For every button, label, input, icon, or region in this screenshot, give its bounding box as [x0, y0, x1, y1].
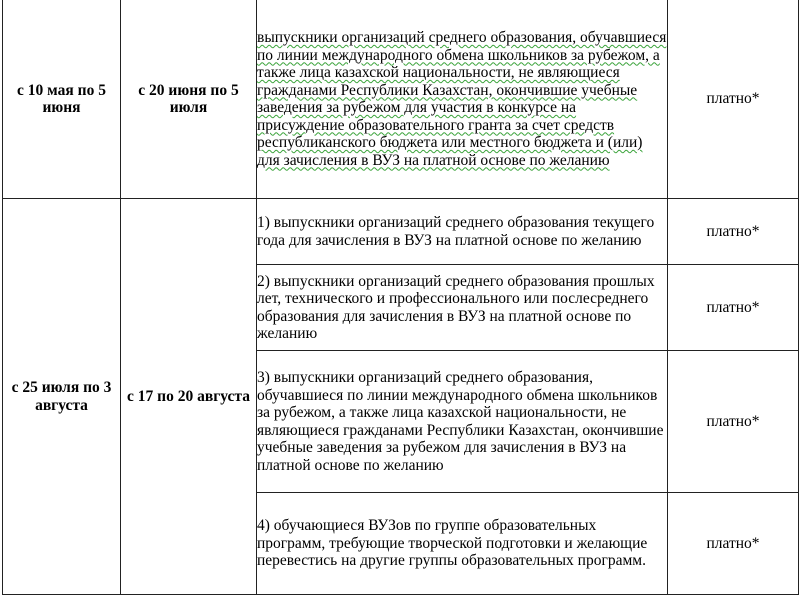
admission-schedule-table: [2, 0, 799, 595]
fee-cell: платно*: [668, 265, 799, 351]
table-row: [3, 199, 799, 265]
exam-period-cell: с 17 по 20 августа: [121, 199, 257, 595]
fee-cell: платно*: [668, 0, 799, 199]
category-description-cell: 4) обучающиеся ВУЗов по группе образовательных программ, требующие творческой подготовки и желающие перевестись на другие группы образовательных программ.: [257, 493, 668, 595]
category-description-cell: [257, 0, 668, 199]
fee-cell: платно*: [668, 351, 799, 493]
category-description-cell: 3) выпускники организаций среднего образования, обучавшиеся по линии международного обмена школьников за рубежом, а также лица казахской национальности, не являющиеся гражданами Республики Казахстан, окончившие учебные заведения за рубежом для зачисления в ВУЗ на платной основе по желанию: [257, 351, 668, 493]
category-description-cell: 2) выпускники организаций среднего образования прошлых лет, технического и профессионального или послесреднего образования для зачисления в ВУЗ на платной основе по желанию: [257, 265, 668, 351]
fee-cell: платно*: [668, 199, 799, 265]
category-description-cell: 1) выпускники организаций среднего образования текущего года для зачисления в ВУЗ на платной основе по желанию: [257, 199, 668, 265]
fee-cell: платно*: [668, 493, 799, 595]
application-period-cell: с 10 мая по 5 июня: [3, 0, 121, 199]
exam-period-cell: с 20 июня по 5 июля: [121, 0, 257, 199]
category-description-text: выпускники организаций среднего образования, обучавшиеся по линии международного обмена школьников за рубежом, а также лица казахской национальности, не являющиеся гражданами Республики Казахстан, окончившие учебные заведения за рубежом для участия в конкурсе на присуждение образовательного гранта за счет средств республиканского бюджета или местного бюджета и (или) для зачисления в ВУЗ на платной основе по желанию: [257, 29, 667, 169]
application-period-cell: с 25 июля по 3 августа: [3, 199, 121, 595]
table-row: [3, 0, 799, 199]
